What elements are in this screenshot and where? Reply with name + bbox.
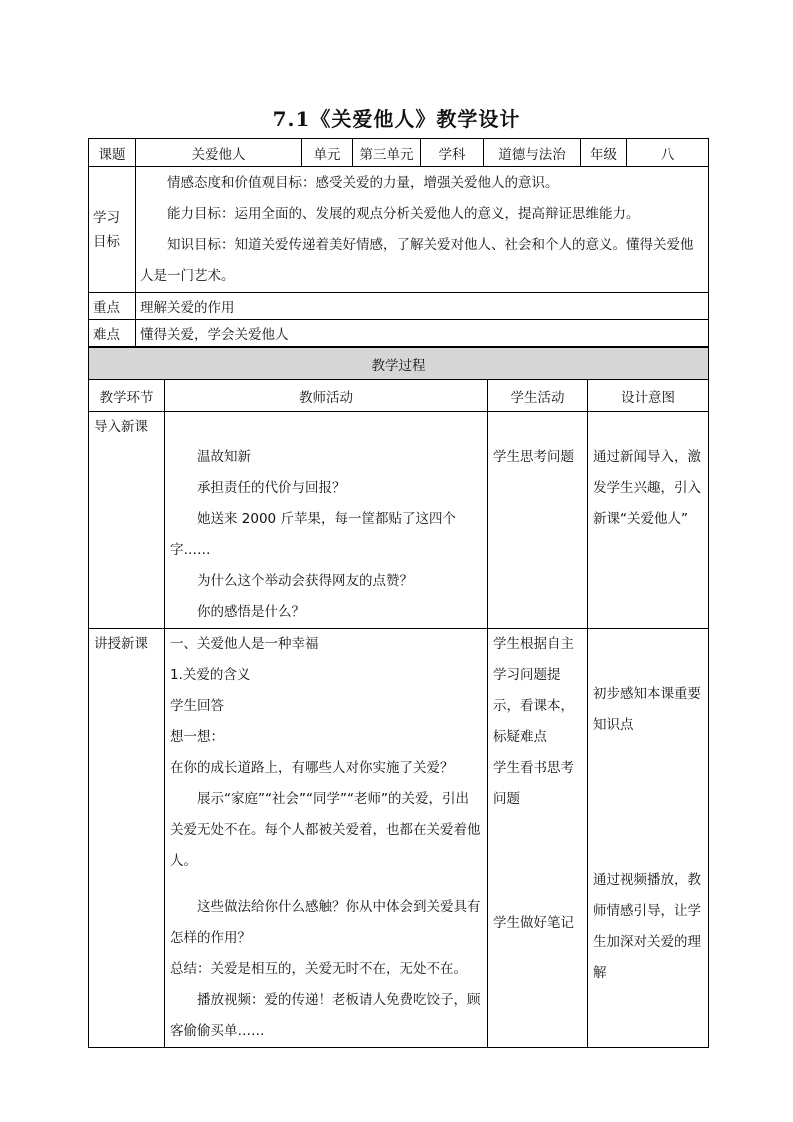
- lecture-teacher: 一、关爱他人是一种幸福 1.关爱的含义 学生回答 想一想： 在你的成长道路上，有哪些人对你实施了关爱？ 展示“家庭”“社会”“同学”“老师”的关爱，引出关爱无处不在。每个人都被关爱着，也都在关爱着他人。 这些做法给你什么感触？你从中体会到关爱具有怎样的作用？ 总结：关爱是相互的，关爱无时不在，无处不在。 播放视频：爱的传递！老板请人免费吃饺子，顾客偷偷买单……: [165, 629, 488, 1048]
- grade-label: 年级: [581, 139, 627, 167]
- difficulty-value: 懂得关爱，学会关爱他人: [136, 320, 709, 347]
- page-title: 7.1《关爱他人》教学设计: [272, 107, 521, 131]
- objective-ability: 能力目标：运用全面的、发展的观点分析关爱他人的意义，提高辩证思维能力。: [167, 205, 640, 222]
- objectives-label: 学习 目标: [89, 167, 136, 293]
- objective-knowledge: 知识目标：知道关爱传递着美好情感，了解关爱对他人、社会和个人的意义。懂得关爱他人是一门艺术。: [140, 236, 694, 284]
- difficulty-label: 难点: [89, 320, 136, 347]
- col-intent: 设计意图: [588, 380, 709, 412]
- intro-stage: 导入新课: [89, 412, 165, 629]
- objective-emotion: 情感态度和价值观目标：感受关爱的力量，增强关爱他人的意识。: [167, 174, 559, 191]
- grade-value: 八: [627, 139, 709, 167]
- unit-label: 单元: [302, 139, 353, 167]
- course-info-table: [88, 138, 709, 347]
- table-row: [89, 412, 709, 629]
- lecture-intent: 初步感知本课重要知识点 通过视频播放，教师情感引导，让学生加深对关爱的理解: [588, 629, 709, 1048]
- col-stage: 教学环节: [89, 380, 165, 412]
- intro-student: 学生思考问题: [488, 412, 588, 629]
- subject-value: 道德与法治: [484, 139, 581, 167]
- teaching-process-table: [88, 347, 709, 1048]
- intro-teacher: 温故知新 承担责任的代价与回报？ 她送来 2000 斤苹果，每一筐都贴了这四个字…… 为什么这个举动会获得网友的点赞？ 你的感悟是什么？: [165, 412, 488, 629]
- unit-value: 第三单元: [353, 139, 421, 167]
- keypoint-value: 理解关爱的作用: [136, 293, 709, 320]
- lecture-student: 学生根据自主学习问题提示，看课本，标疑难点 学生看书思考问题 学生做好笔记: [488, 629, 588, 1048]
- lecture-stage: 讲授新课: [89, 629, 165, 1048]
- subject-label: 学科: [421, 139, 484, 167]
- topic-value: 关爱他人: [136, 139, 302, 167]
- objectives-content: [136, 167, 709, 293]
- intro-intent: 通过新闻导入，激发学生兴趣，引入新课“关爱他人”: [588, 412, 709, 629]
- process-header: 教学过程: [89, 348, 709, 380]
- topic-label: 课题: [89, 139, 136, 167]
- col-teacher: 教师活动: [165, 380, 488, 412]
- table-row: [89, 629, 709, 1048]
- keypoint-label: 重点: [89, 293, 136, 320]
- col-student: 学生活动: [488, 380, 588, 412]
